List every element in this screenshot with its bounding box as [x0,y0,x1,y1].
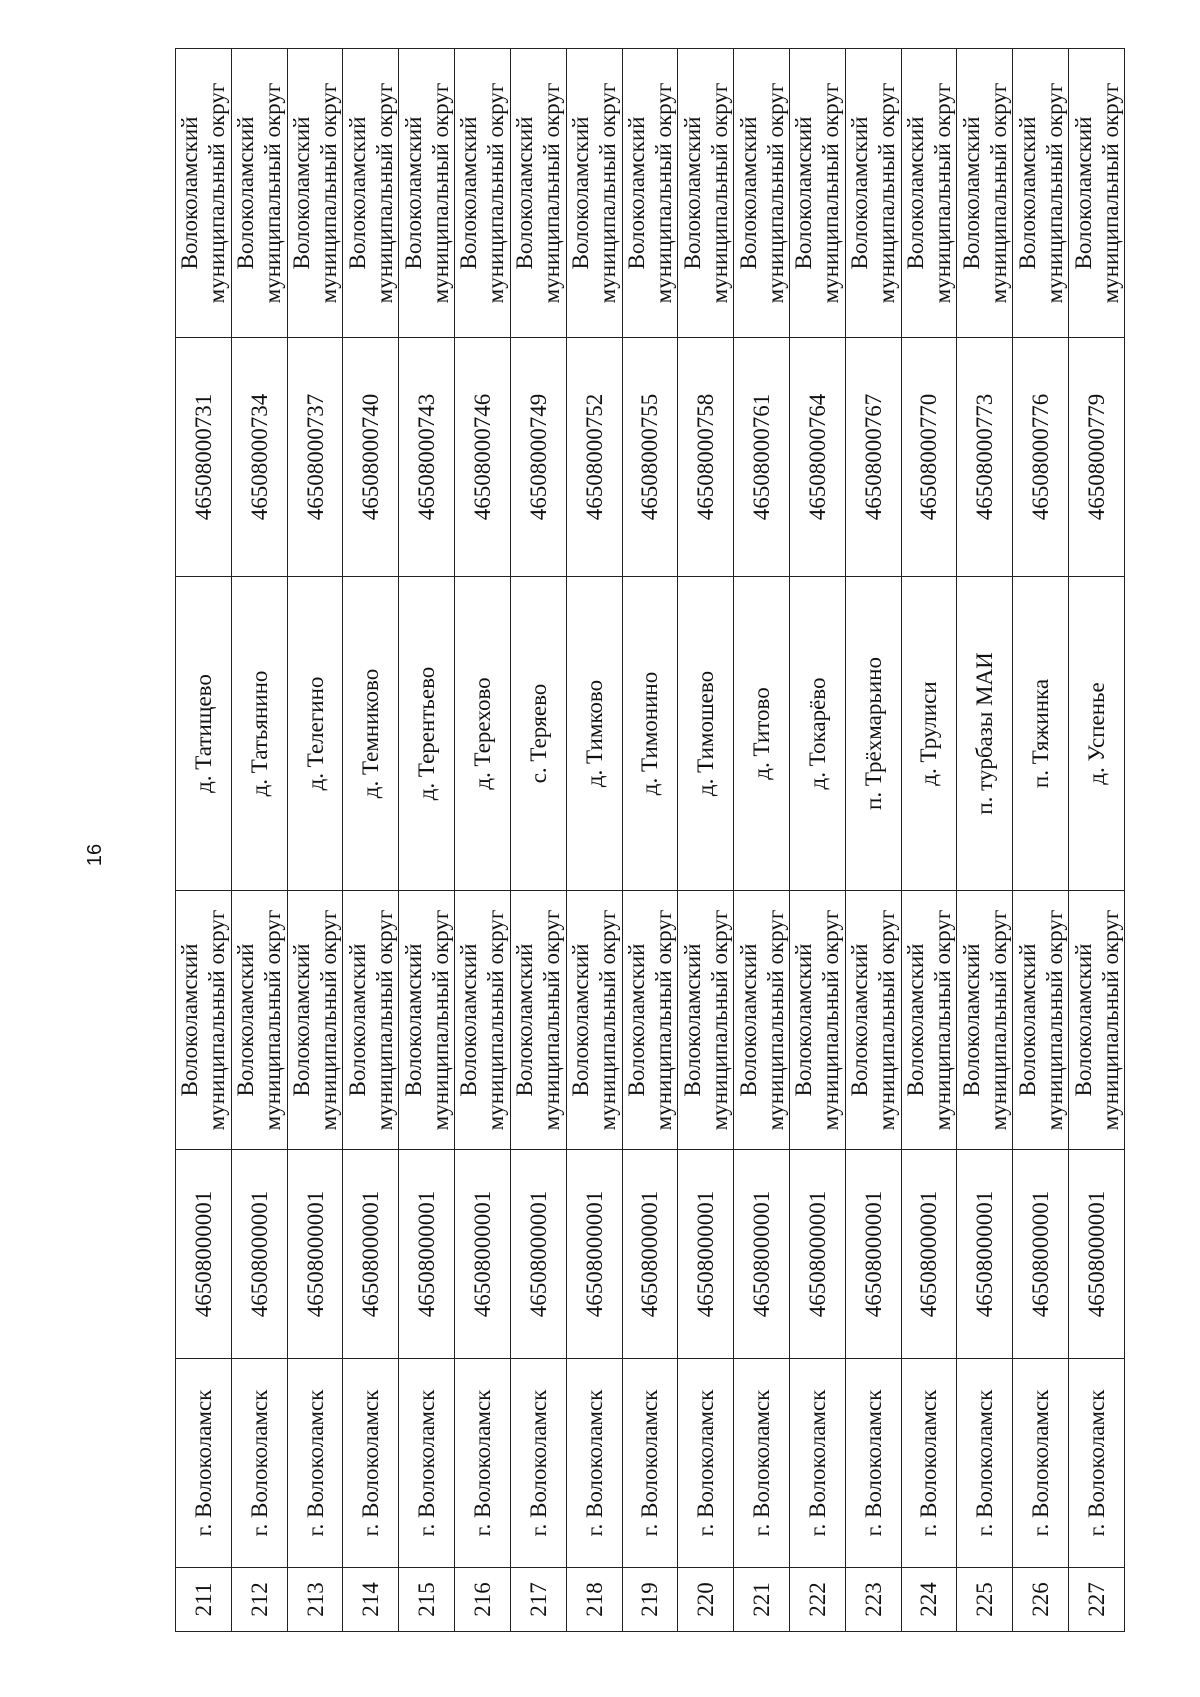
settlement-municipality-cell-text: муниципальный округ [371,82,397,304]
settlement-cell-text: д. Тимково [581,679,607,788]
city-municipality-cell-text: муниципальный округ [929,909,955,1131]
city-municipality-cell-text: Волоколамский [679,943,705,1097]
settlement-municipality-cell [845,49,901,338]
settlement-municipality-cell [287,49,343,338]
settlement-municipality-cell-text: муниципальный округ [818,82,844,304]
city-municipality-cell-text: Волоколамский [568,943,594,1097]
settlement-code-cell [901,338,957,577]
settlement-cell [231,577,287,891]
row-number-cell-text: 223 [860,1582,886,1617]
settlement-cell [566,577,622,891]
city-municipality-cell-text: Волоколамский [623,943,649,1097]
city-cell-text: г. Волоколамск [414,1389,440,1537]
city-code-cell-text: 46508000001 [916,1190,942,1318]
city-code-cell-text: 46508000001 [749,1190,775,1318]
city-cell [510,1359,566,1568]
city-cell [789,1359,845,1568]
settlement-cell-text: д. Телегино [302,676,328,791]
settlement-cell-text: д. Терехово [469,677,495,790]
city-cell-text: г. Волоколамск [302,1389,328,1537]
city-municipality-cell-text: муниципальный округ [427,909,453,1131]
city-cell [1013,1359,1069,1568]
city-municipality-cell-text: Волоколамский [1014,943,1040,1097]
city-cell [734,1359,790,1568]
settlement-municipality-cell-text: муниципальный округ [650,82,676,304]
settlement-code-cell-text: 46508000779 [1084,393,1109,521]
city-code-cell-text: 46508000001 [525,1190,551,1318]
city-cell [231,1359,287,1568]
city-municipality-cell-text: Волоколамский [289,943,315,1097]
row-number-cell [566,1568,622,1632]
settlement-code-cell [566,338,622,577]
city-code-cell-text: 46508000001 [246,1190,272,1318]
city-cell-text: г. Волоколамск [749,1389,775,1537]
settlement-code-cell-text: 46508000776 [1028,393,1054,521]
table-row [845,49,901,1632]
city-municipality-cell-text: Волоколамский [735,943,761,1097]
settlement-cell [845,577,901,891]
row-number-cell-text: 221 [749,1582,775,1617]
settlement-municipality-cell [789,49,845,338]
city-municipality-cell [510,891,566,1150]
settlement-code-cell-text: 46508000755 [637,393,663,521]
city-municipality-cell-text: муниципальный округ [706,909,732,1131]
table-body [176,49,1125,1632]
settlement-municipality-cell-text: муниципальный округ [595,82,621,304]
city-municipality-cell-text: муниципальный округ [1097,909,1123,1131]
city-cell [176,1359,232,1568]
settlement-cell-text: д. Тимонино [637,671,663,796]
settlement-municipality-cell [1013,49,1069,338]
city-code-cell [957,1150,1013,1359]
city-cell [845,1359,901,1568]
settlement-municipality-cell-text: Волоколамский [233,116,259,270]
city-cell-text: г. Волоколамск [972,1389,998,1537]
city-municipality-cell-text: муниципальный округ [260,909,286,1131]
row-number-cell-text: 225 [972,1582,998,1617]
row-number-cell [901,1568,957,1632]
settlement-municipality-cell-text: Волоколамский [344,116,370,270]
city-cell [566,1359,622,1568]
city-cell [622,1359,678,1568]
city-municipality-cell-text: муниципальный округ [1041,909,1067,1131]
city-code-cell-text: 46508000001 [804,1190,830,1318]
city-code-cell [566,1150,622,1359]
row-number-cell [176,1568,232,1632]
settlement-cell [734,577,790,891]
settlement-municipality-cell-text: муниципальный округ [985,82,1011,304]
table-row [287,49,343,1632]
table-row [343,49,399,1632]
city-cell-text: г. Волоколамск [1084,1389,1109,1537]
settlement-municipality-cell-text: муниципальный округ [316,82,342,304]
settlement-cell [957,577,1013,891]
settlement-municipality-cell [1069,49,1125,338]
settlement-code-cell [957,338,1013,577]
settlement-cell [287,577,343,891]
city-code-cell [1069,1150,1125,1359]
settlement-cell [176,577,232,891]
city-code-cell [622,1150,678,1359]
settlement-code-cell [1069,338,1125,577]
settlement-code-cell [678,338,734,577]
city-municipality-cell-text: Волоколамский [847,943,873,1097]
table-row [231,49,287,1632]
city-code-cell [343,1150,399,1359]
settlement-municipality-cell-text: Волоколамский [847,116,873,270]
city-code-cell [455,1150,511,1359]
settlement-municipality-cell [176,49,232,338]
city-cell-text: г. Волоколамск [916,1389,942,1537]
city-code-cell [845,1150,901,1359]
settlement-municipality-cell [455,49,511,338]
settlement-municipality-cell [510,49,566,338]
settlement-cell [343,577,399,891]
row-number-cell [734,1568,790,1632]
settlement-municipality-cell-text: Волоколамский [735,116,761,270]
settlement-code-cell-text: 46508000752 [581,393,607,521]
row-number-cell [343,1568,399,1632]
settlement-municipality-cell [901,49,957,338]
settlement-cell [789,577,845,891]
settlement-code-cell-text: 46508000773 [972,393,998,521]
city-municipality-cell [901,891,957,1150]
city-code-cell-text: 46508000001 [469,1190,495,1318]
settlement-cell-text: п. турбазы МАИ [972,652,998,815]
city-cell-text: г. Волоколамск [637,1389,663,1537]
city-municipality-cell [1069,891,1125,1150]
settlement-code-cell [845,338,901,577]
city-municipality-cell-text: Волоколамский [958,943,984,1097]
city-municipality-cell [845,891,901,1150]
settlement-municipality-cell-text: Волоколамский [1014,116,1040,270]
city-municipality-cell-text: муниципальный округ [539,909,565,1131]
settlement-code-cell [231,338,287,577]
city-municipality-cell [455,891,511,1150]
settlement-municipality-cell-text: Волоколамский [679,116,705,270]
settlement-municipality-cell-text: муниципальный округ [260,82,286,304]
city-cell [901,1359,957,1568]
settlement-code-cell-text: 46508000746 [469,393,495,521]
settlement-municipality-cell-text: муниципальный округ [483,82,509,304]
city-municipality-cell-text: Волоколамский [456,943,482,1097]
settlements-table [175,48,1125,1632]
settlement-cell-text: д. Тимошево [693,670,719,797]
city-cell-text: г. Волоколамск [525,1389,551,1537]
city-code-cell [287,1150,343,1359]
city-municipality-cell-text: Волоколамский [177,943,203,1097]
city-cell-text: г. Волоколамск [1028,1389,1054,1537]
city-code-cell [789,1150,845,1359]
table-row [901,49,957,1632]
settlement-municipality-cell-text: Волоколамский [568,116,594,270]
settlement-municipality-cell [231,49,287,338]
settlement-code-cell-text: 46508000767 [860,393,886,521]
settlement-cell-text: п. Трёхмарьино [860,657,886,810]
city-municipality-cell-text: Волоколамский [902,943,928,1097]
settlement-municipality-cell [957,49,1013,338]
settlement-municipality-cell-text: муниципальный округ [1097,82,1123,304]
row-number-cell-text: 224 [916,1582,942,1617]
city-code-cell-text: 46508000001 [414,1190,440,1318]
row-number-cell [399,1568,455,1632]
settlement-cell [678,577,734,891]
city-cell [957,1359,1013,1568]
city-municipality-cell-text: муниципальный округ [483,909,509,1131]
settlement-cell-text: д. Титово [749,687,775,780]
city-municipality-cell [734,891,790,1150]
row-number-cell-text: 227 [1084,1582,1109,1617]
city-municipality-cell-text: Волоколамский [233,943,259,1097]
city-municipality-cell [678,891,734,1150]
city-municipality-cell [789,891,845,1150]
settlement-cell-text: д. Татьянино [246,670,272,797]
settlement-municipality-cell-text: муниципальный округ [1041,82,1067,304]
settlement-code-cell-text: 46508000737 [302,393,328,521]
city-municipality-cell-text: Волоколамский [344,943,370,1097]
city-cell-text: г. Волоколамск [246,1389,272,1537]
settlement-municipality-cell-text: муниципальный округ [762,82,788,304]
settlement-code-cell-text: 46508000740 [358,393,384,521]
settlement-code-cell [734,338,790,577]
settlement-cell [1069,577,1125,891]
city-cell-text: г. Волоколамск [358,1389,384,1537]
settlement-municipality-cell [734,49,790,338]
settlement-code-cell [455,338,511,577]
settlement-code-cell [176,338,232,577]
settlement-cell-text: д. Темниково [358,668,384,799]
settlement-cell [622,577,678,891]
row-number-cell [845,1568,901,1632]
settlement-cell [1013,577,1069,891]
table-row [622,49,678,1632]
city-municipality-cell-text: Волоколамский [400,943,426,1097]
settlement-code-cell [343,338,399,577]
city-municipality-cell [287,891,343,1150]
settlement-cell-text: д. Трулиси [916,681,942,786]
table-row [399,49,455,1632]
row-number-cell [622,1568,678,1632]
city-municipality-cell-text: муниципальный округ [595,909,621,1131]
row-number-cell [1069,1568,1125,1632]
city-cell-text: г. Волоколамск [804,1389,830,1537]
city-cell [343,1359,399,1568]
row-number-cell [455,1568,511,1632]
settlement-code-cell [1013,338,1069,577]
settlement-code-cell-text: 46508000761 [749,393,775,521]
settlement-cell-text: д. Успенье [1084,682,1109,785]
table-row [176,49,232,1632]
settlement-municipality-cell-text: Волоколамский [623,116,649,270]
table-row [1069,49,1125,1632]
settlement-cell-text: д. Татищево [190,674,216,793]
city-municipality-cell-text: муниципальный округ [762,909,788,1131]
row-number-cell-text: 212 [246,1582,272,1617]
table-row [566,49,622,1632]
settlement-code-cell-text: 46508000749 [525,393,551,521]
settlement-municipality-cell-text: Волоколамский [177,116,203,270]
settlement-code-cell-text: 46508000734 [246,393,272,521]
table-row [455,49,511,1632]
city-code-cell-text: 46508000001 [860,1190,886,1318]
table-row [510,49,566,1632]
city-municipality-cell [176,891,232,1150]
city-cell-text: г. Волоколамск [693,1389,719,1537]
city-municipality-cell-text: муниципальный округ [650,909,676,1131]
table-row [957,49,1013,1632]
settlement-municipality-cell-text: муниципальный округ [539,82,565,304]
city-code-cell-text: 46508000001 [637,1190,663,1318]
settlement-municipality-cell-text: муниципальный округ [204,82,230,304]
city-municipality-cell-text: Волоколамский [791,943,817,1097]
settlement-cell [510,577,566,891]
city-municipality-cell [566,891,622,1150]
city-code-cell-text: 46508000001 [358,1190,384,1318]
row-number-cell [957,1568,1013,1632]
city-municipality-cell [1013,891,1069,1150]
city-cell [678,1359,734,1568]
settlement-code-cell [510,338,566,577]
city-cell [287,1359,343,1568]
settlement-cell [901,577,957,891]
city-municipality-cell-text: Волоколамский [1070,943,1096,1097]
row-number-cell-text: 222 [804,1582,830,1617]
city-code-cell-text: 46508000001 [1028,1190,1054,1318]
row-number-cell [789,1568,845,1632]
settlement-municipality-cell-text: муниципальный округ [706,82,732,304]
city-cell-text: г. Волоколамск [860,1389,886,1537]
city-code-cell-text: 46508000001 [693,1190,719,1318]
city-municipality-cell-text: муниципальный округ [874,909,900,1131]
city-code-cell-text: 46508000001 [1084,1190,1109,1318]
settlement-municipality-cell-text: муниципальный округ [929,82,955,304]
settlement-municipality-cell-text: Волоколамский [512,116,538,270]
table-row [678,49,734,1632]
city-municipality-cell [622,891,678,1150]
settlement-code-cell-text: 46508000764 [804,393,830,521]
row-number-cell-text: 213 [302,1582,328,1617]
city-cell-text: г. Волоколамск [190,1389,216,1537]
city-municipality-cell-text: муниципальный округ [371,909,397,1131]
city-municipality-cell [957,891,1013,1150]
table-container [175,82,1125,1632]
city-code-cell [901,1150,957,1359]
settlement-municipality-cell [678,49,734,338]
row-number-cell [510,1568,566,1632]
settlement-municipality-cell [566,49,622,338]
row-number-cell-text: 218 [581,1582,607,1617]
row-number-cell-text: 219 [637,1582,663,1617]
settlement-cell-text: с. Теряево [525,683,551,784]
city-municipality-cell [399,891,455,1150]
row-number-cell-text: 220 [693,1582,719,1617]
settlement-municipality-cell-text: Волоколамский [400,116,426,270]
settlement-cell-text: п. Тяжинка [1028,678,1054,789]
settlement-municipality-cell-text: Волоколамский [791,116,817,270]
settlement-code-cell-text: 46508000758 [693,393,719,521]
settlement-code-cell [287,338,343,577]
settlement-municipality-cell [399,49,455,338]
settlement-code-cell-text: 46508000743 [414,393,440,521]
row-number-cell-text: 215 [414,1582,440,1617]
city-cell [399,1359,455,1568]
city-cell-text: г. Волоколамск [469,1389,495,1537]
table-row [1013,49,1069,1632]
settlement-municipality-cell [622,49,678,338]
settlement-cell [455,577,511,891]
settlement-cell-text: д. Терентьево [414,666,440,801]
city-code-cell [734,1150,790,1359]
city-code-cell [1013,1150,1069,1359]
city-code-cell-text: 46508000001 [190,1190,216,1318]
settlement-municipality-cell-text: Волоколамский [289,116,315,270]
row-number-cell-text: 226 [1028,1582,1054,1617]
settlement-code-cell [399,338,455,577]
city-code-cell [399,1150,455,1359]
city-municipality-cell-text: муниципальный округ [316,909,342,1131]
page-number: 16 [84,843,106,867]
row-number-cell [1013,1568,1069,1632]
settlement-municipality-cell-text: Волоколамский [958,116,984,270]
settlement-municipality-cell-text: муниципальный округ [874,82,900,304]
city-cell-text: г. Волоколамск [581,1389,607,1537]
city-code-cell-text: 46508000001 [581,1190,607,1318]
settlement-municipality-cell-text: Волоколамский [902,116,928,270]
settlement-municipality-cell-text: муниципальный округ [427,82,453,304]
city-municipality-cell [343,891,399,1150]
table-row [734,49,790,1632]
city-municipality-cell-text: муниципальный округ [818,909,844,1131]
city-code-cell [231,1150,287,1359]
row-number-cell-text: 211 [190,1582,216,1617]
settlement-code-cell [789,338,845,577]
row-number-cell-text: 214 [358,1582,384,1617]
city-code-cell-text: 46508000001 [302,1190,328,1318]
city-code-cell [510,1150,566,1359]
settlement-municipality-cell-text: Волоколамский [1070,116,1096,270]
settlement-municipality-cell [343,49,399,338]
settlement-code-cell [622,338,678,577]
row-number-cell [287,1568,343,1632]
city-cell [1069,1359,1125,1568]
row-number-cell [231,1568,287,1632]
city-municipality-cell-text: муниципальный округ [985,909,1011,1131]
settlement-cell [399,577,455,891]
row-number-cell-text: 216 [469,1582,495,1617]
city-code-cell [176,1150,232,1359]
row-number-cell-text: 217 [525,1582,551,1617]
table-row [789,49,845,1632]
settlement-code-cell-text: 46508000770 [916,393,942,521]
row-number-cell [678,1568,734,1632]
city-municipality-cell [231,891,287,1150]
city-code-cell-text: 46508000001 [972,1190,998,1318]
settlement-code-cell-text: 46508000731 [190,393,216,521]
city-municipality-cell-text: Волоколамский [512,943,538,1097]
settlement-cell-text: д. Токарёво [804,677,830,790]
city-code-cell [678,1150,734,1359]
settlement-municipality-cell-text: Волоколамский [456,116,482,270]
city-municipality-cell-text: муниципальный округ [204,909,230,1131]
city-cell [455,1359,511,1568]
